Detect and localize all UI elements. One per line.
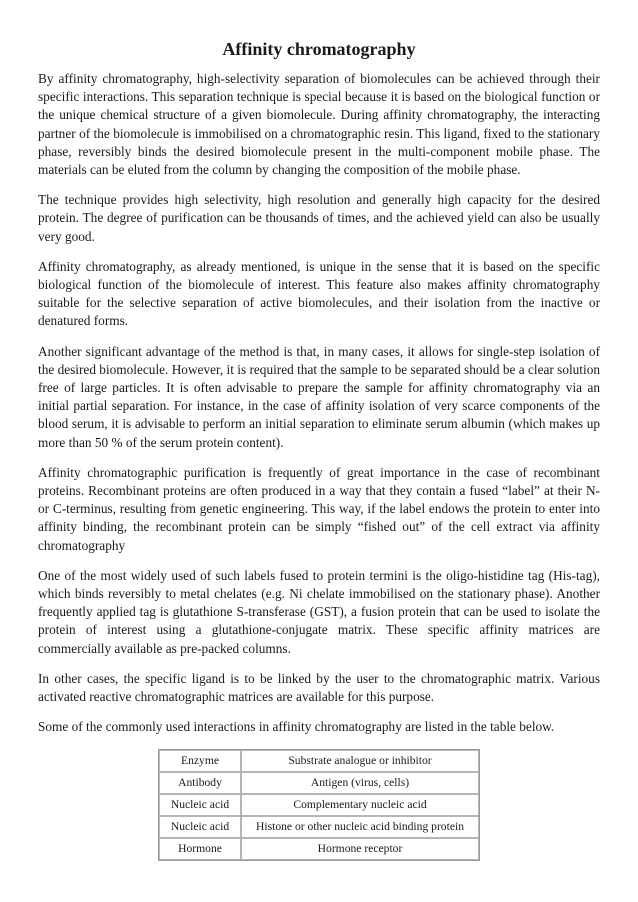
- table-row: [159, 816, 479, 838]
- paragraph: One of the most widely used of such labels fused to protein termini is the oligo-histidine tag (His-tag), which binds reversibly to metal chelates (e.g. Ni chelate immobilised on the stationary phase). Another frequently applied tag is glutathione S-transferase (GST), a fusion protein that can be used to isolate the protein of interest using a glutathione-conjugate matrix. These specific affinity matrices are commercially available as pre-packed columns.: [38, 567, 600, 656]
- table-row: [159, 838, 479, 860]
- table-cell: Histone or other nucleic acid binding protein: [241, 816, 479, 838]
- table-cell: Substrate analogue or inhibitor: [241, 750, 479, 772]
- paragraph: Some of the commonly used interactions in affinity chromatography are listed in the table below.: [38, 719, 555, 735]
- table-cell: Nucleic acid: [159, 816, 241, 838]
- table-cell: Antigen (virus, cells): [241, 772, 479, 794]
- paragraph: Affinity chromatographic purification is frequently of great importance in the case of recombinant proteins. Recombinant proteins are often produced in a way that they contain a fused “label” at their N- or C-terminus, resulting from genetic engineering. This way, if the label endows the protein to enter into affinity binding, the recombinant protein can be simply “fished out” of the cell extract via affinity chromatography: [38, 464, 600, 553]
- table-cell: Complementary nucleic acid: [241, 794, 479, 816]
- paragraph: In other cases, the specific ligand is to be linked by the user to the chromatographic matrix. Various activated reactive chromatographic matrices are available for this purpose.: [38, 670, 600, 705]
- table-cell: Hormone receptor: [241, 838, 479, 860]
- table-cell: Antibody: [159, 772, 241, 794]
- document-page: [38, 38, 600, 861]
- paragraph: Another significant advantage of the method is that, in many cases, it allows for single-step isolation of the desired biomolecule. However, it is required that the sample to be separated should be a clear solution free of large particles. It is often advisable to prepare the sample for affinity chromatography via an initial partial separation. For instance, in the case of affinity isolation of very scarce components of the blood serum, it is advisable to perform an initial separation to eliminate serum albumin (which makes up more than 50 % of the serum protein content).: [38, 343, 600, 450]
- paragraph: Affinity chromatography, as already mentioned, is unique in the sense that it is based on the specific biological function of the biomolecule of interest. This feature also makes affinity chromatography suitable for the selective separation of active biomolecules, and their isolation from the inactive or denatured forms.: [38, 258, 600, 329]
- table-cell: Nucleic acid: [159, 794, 241, 816]
- interactions-table-wrapper: [38, 749, 600, 861]
- interactions-table: [158, 749, 480, 861]
- table-cell: Hormone: [159, 838, 241, 860]
- table-cell: Enzyme: [159, 750, 241, 772]
- table-row: [159, 794, 479, 816]
- table-row: [159, 772, 479, 794]
- table-row: [159, 750, 479, 772]
- paragraph: The technique provides high selectivity, high resolution and generally high capacity for the desired protein. The degree of purification can be thousands of times, and the achieved yield can also be usually very good.: [38, 192, 600, 244]
- page-title: Affinity chromatography: [222, 39, 416, 59]
- paragraph: By affinity chromatography, high-selectivity separation of biomolecules can be achieved through their specific interactions. This separation technique is special because it is based on the biological function or the unique chemical structure of a given biomolecule. During affinity chromatography, the interacting partner of the biomolecule is immobilised on a chromatographic resin. This ligand, fixed to the stationary phase, reversibly binds the desired biomolecule present in the multi-component mobile phase. The materials can be eluted from the column by changing the composition of the mobile phase.: [38, 71, 600, 178]
